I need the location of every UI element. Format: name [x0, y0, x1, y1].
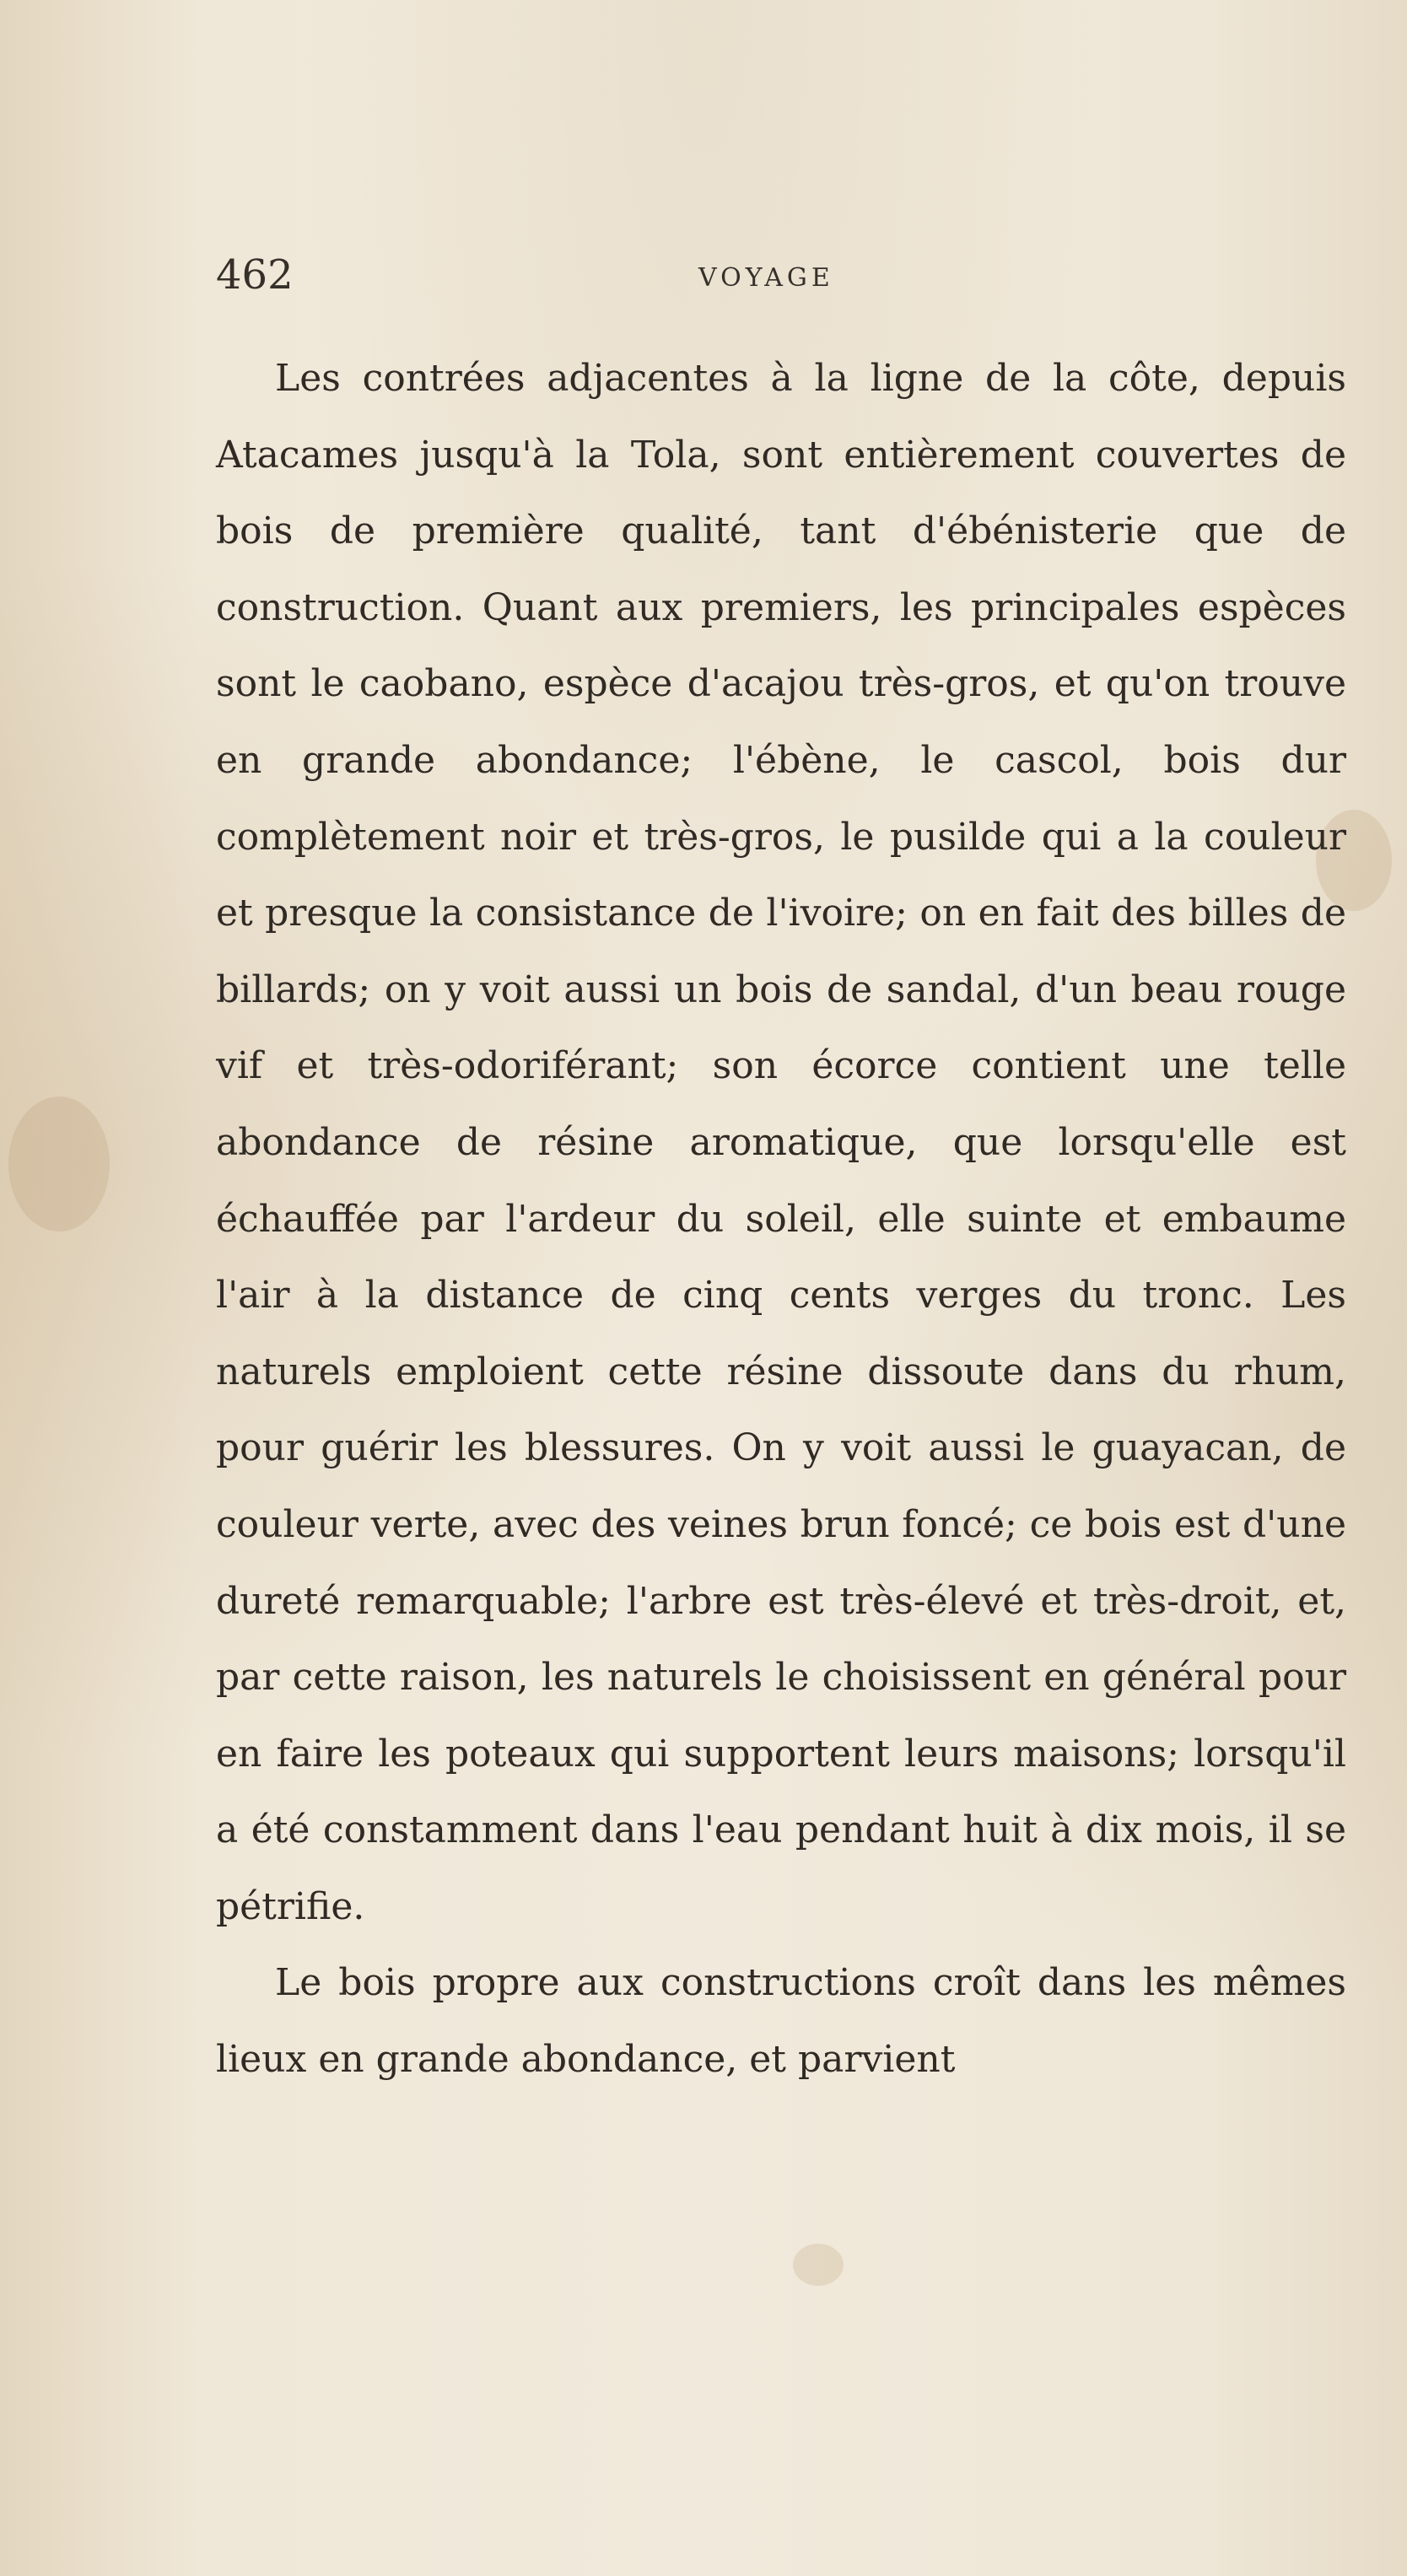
paper-stain — [793, 2244, 844, 2286]
page-header — [216, 250, 1346, 300]
paragraph: Les contrées adjacentes à la ligne de la côte, depuis Atacames jusqu'à la Tola, sont entièrement couvertes de bois de première qualité, tant d'ébénisterie que de construction. Quant aux premiers, les principales espèces sont le caobano, espèce d'acajou très-gros, et qu'on trouve en grande abondance; l'ébène, le cascol, bois dur complètement noir et très-gros, le pusilde qui a la couleur et presque la consistance de l'ivoire; on en fait des billes de billards; on y voit aussi un bois de sandal, d'un beau rouge vif et très-odoriférant; son écorce contient une telle abondance de résine aromatique, que lorsqu'elle est échauffée par l'ardeur du soleil, elle suinte et embaume l'air à la distance de cinq cents verges du tronc. Les naturels emploient cette résine dissoute dans du rhum, pour guérir les blessures. On y voit aussi le guayacan, de couleur verte, avec des veines brun foncé; ce bois est d'une dureté remarquable; l'arbre est très-élevé et très-droit, et, par cette raison, les naturels le choisissent en général pour en faire les poteaux qui supportent leurs maisons; lorsqu'il a été constamment dans l'eau pendant huit à dix mois, il se pétrifie. — [216, 357, 1346, 1928]
page-number: 462 — [216, 251, 294, 299]
paragraph: Le bois propre aux constructions croît dans les mêmes lieux en grande abondance, et parvient — [216, 1961, 1346, 2082]
running-title: VOYAGE — [698, 263, 834, 293]
paper-stain — [8, 1097, 110, 1231]
body-text — [216, 341, 1346, 2099]
